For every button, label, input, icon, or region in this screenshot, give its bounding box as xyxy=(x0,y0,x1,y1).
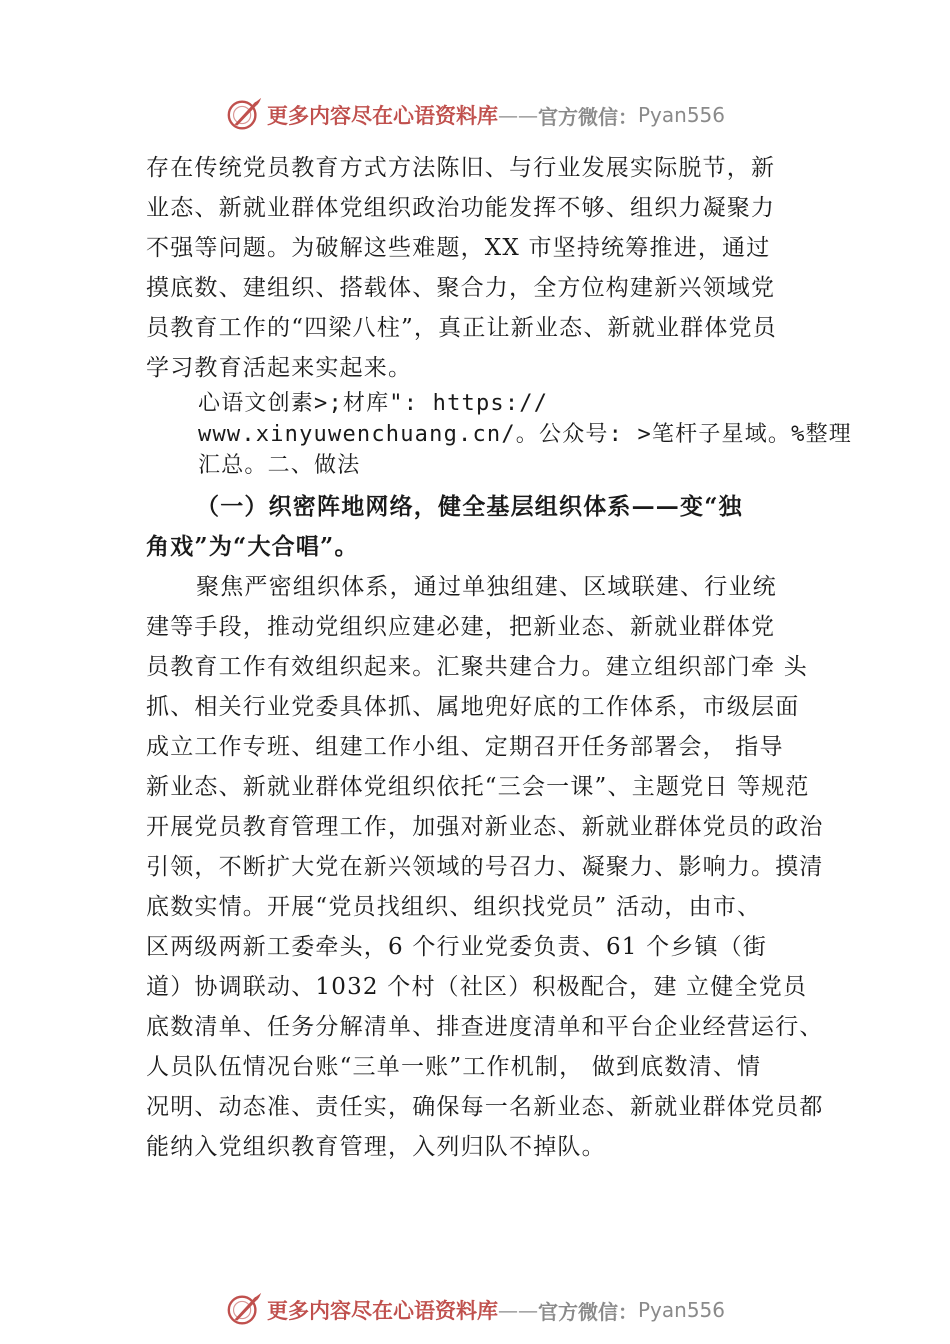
text-line: 学习教育活起来实起来。 xyxy=(146,355,413,381)
text-line: 业态、新就业群体党组织政治功能发挥不够、组织力凝聚力 xyxy=(146,195,776,221)
text-line: 引领，不断扩大党在新兴领域的号召力、凝聚力、影响力。摸清 xyxy=(146,854,824,880)
banner-brand-text: 更多内容尽在心语资料库 xyxy=(266,1298,498,1323)
text-line: 成立工作专班、组建工作小组、定期召开任务部署会， 指导 xyxy=(146,734,784,760)
text-line: 员教育工作的“四梁八柱”，真正让新业态、新就业群体党员 xyxy=(146,315,777,341)
section-heading xyxy=(146,487,846,567)
text-line: 抓、相关行业党委具体抓、属地兜好底的工作体系，市级层面 xyxy=(146,694,800,720)
text-line: 开展党员教育管理工作，加强对新业态、新就业群体党员的政治 xyxy=(146,814,824,840)
text-line: （一）织密阵地网络，健全基层组织体系——变“独 xyxy=(196,493,743,520)
banner-wechat-label: 官方微信： xyxy=(537,1299,638,1324)
quill-seal-logo-icon xyxy=(225,1291,263,1329)
text-line: 员教育工作有效组织起来。汇聚共建合力。建立组织部门牵 头 xyxy=(146,654,808,680)
text-line: 区两级两新工委牵头，6 个行业党委负责、61 个乡镇（街 xyxy=(146,934,768,960)
text-line: 存在传统党员教育方式方法陈旧、与行业发展实际脱节，新 xyxy=(146,155,776,181)
text-line: 摸底数、建组织、搭载体、聚合力，全方位构建新兴领域党 xyxy=(146,275,776,301)
banner-dash: —— xyxy=(497,103,538,127)
source-note xyxy=(146,388,852,481)
banner-dash: —— xyxy=(497,1298,538,1322)
text-line: www.xinyuwenchuang.cn/。公众号: >笔杆子星域。%整理 xyxy=(198,422,852,447)
text-line: 新业态、新就业群体党组织依托“三会一课”、主题党日 等规范 xyxy=(146,774,810,800)
text-line: 况明、动态准、责任实，确保每一名新业态、新就业群体党员都 xyxy=(146,1094,824,1120)
document-body xyxy=(146,148,852,1167)
banner-wechat-id: Pyan556 xyxy=(637,103,725,127)
banner-wechat-label: 官方微信： xyxy=(537,104,638,129)
text-line: 建等手段，推动党组织应建必建，把新业态、新就业群体党 xyxy=(146,614,776,640)
banner-brand-text: 更多内容尽在心语资料库 xyxy=(266,103,498,128)
text-line: 底数清单、任务分解清单、排查进度清单和平台企业经营运行、 xyxy=(146,1014,824,1040)
text-line: 汇总。二、做法 xyxy=(198,453,361,478)
text-line: 人员队伍情况台账“三单一账”工作机制， 做到底数清、情 xyxy=(146,1054,762,1080)
top-banner xyxy=(0,95,950,135)
quill-seal-logo-icon xyxy=(225,96,263,134)
text-line: 道）协调联动、1032 个村（社区）积极配合，建 立健全党员 xyxy=(146,974,808,1000)
text-line: 不强等问题。为破解这些难题，XX 市坚持统筹推进，通过 xyxy=(146,235,771,261)
text-line: 能纳入党组织教育管理，入列归队不掉队。 xyxy=(146,1134,606,1160)
text-line: 聚焦严密组织体系，通过单独组建、区域联建、行业统 xyxy=(196,574,777,600)
body-paragraph xyxy=(146,567,846,1167)
text-line: 底数实情。开展“党员找组织、组织找党员” 活动，由市、 xyxy=(146,894,762,920)
intro-paragraph xyxy=(146,148,846,388)
text-line: 角戏”为“大合唱”。 xyxy=(146,533,359,560)
banner-wechat-id: Pyan556 xyxy=(637,1298,725,1322)
bottom-banner xyxy=(0,1290,950,1330)
text-line: 心语文创素>;材库": https:// xyxy=(198,391,549,416)
